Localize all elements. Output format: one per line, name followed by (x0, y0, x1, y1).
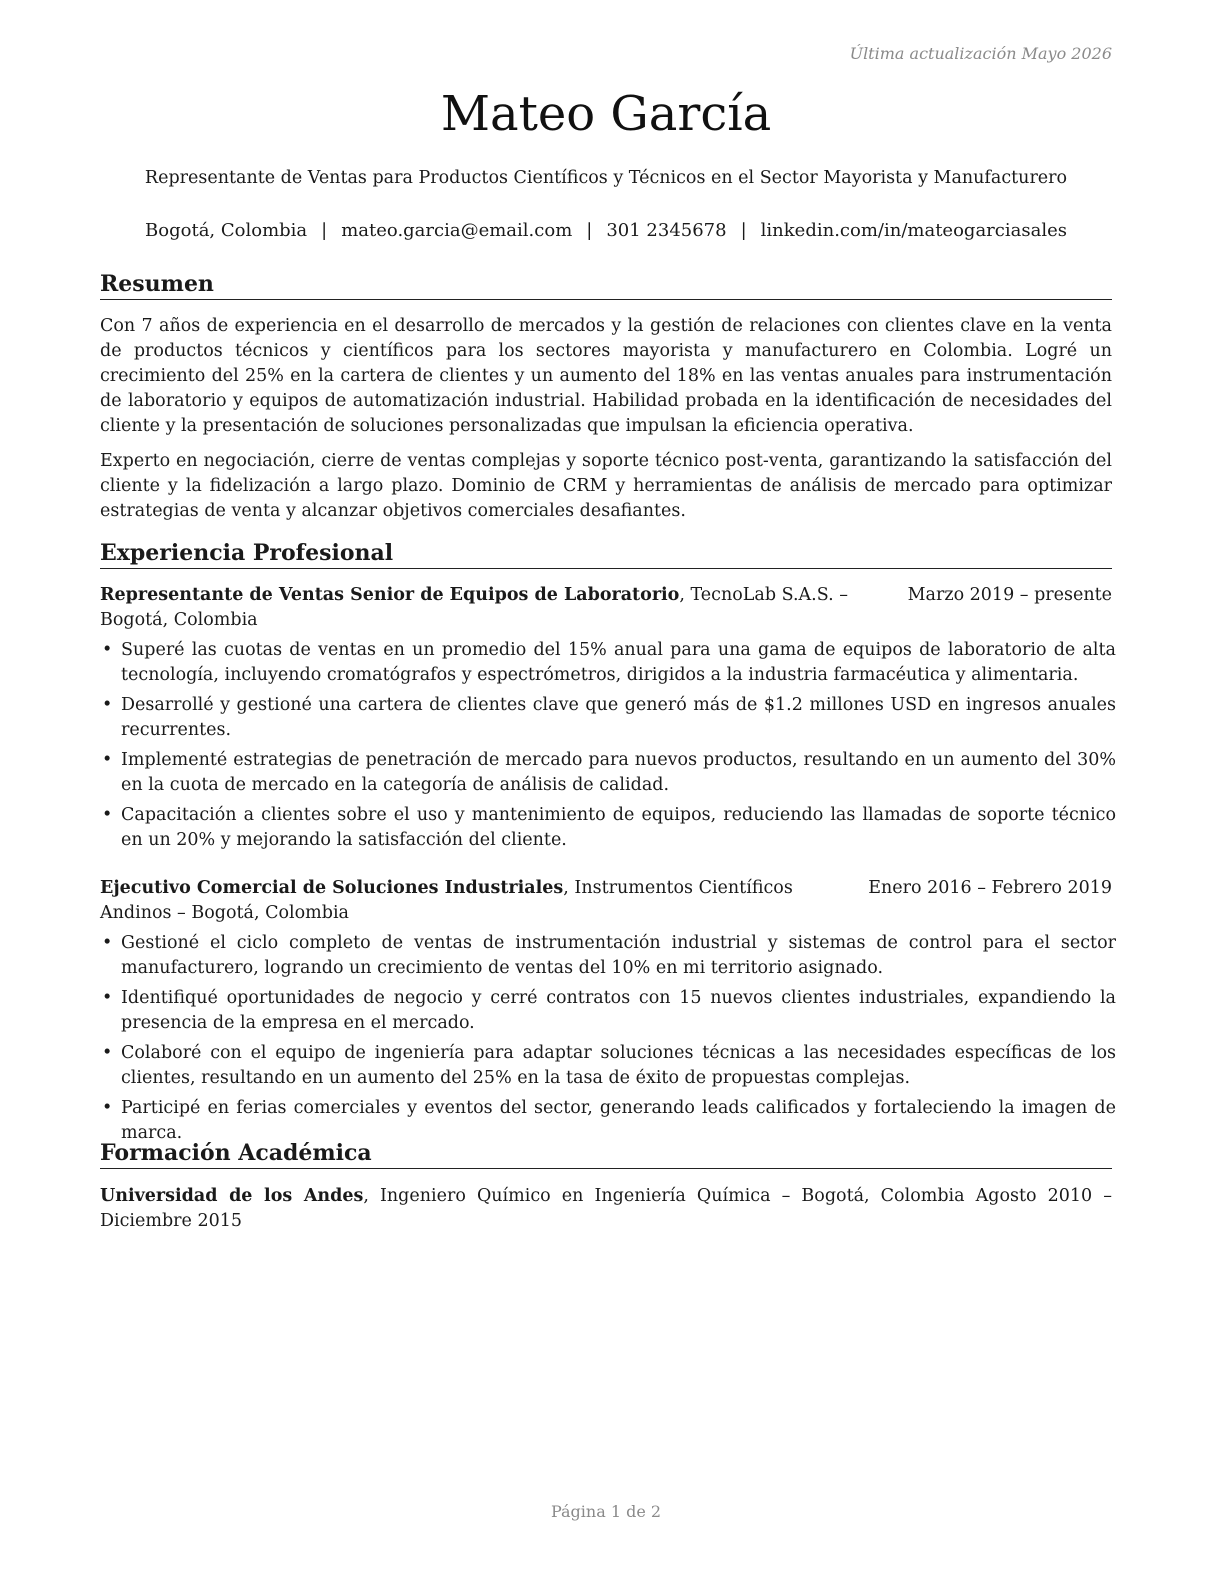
bullet-text: Colaboré con el equipo de ingeniería para adaptar soluciones técnicas a las necesidades específicas de los clientes, resultando en un aumento del 25% en la tasa de éxito de propuestas complejas. (121, 1043, 1116, 1088)
education-school: Universidad de los Andes (100, 1186, 364, 1206)
bullet-icon: • (102, 933, 113, 953)
contact-email[interactable]: mateo.garcia@email.com (341, 220, 573, 241)
bullet-text: Capacitación a clientes sobre el uso y mantenimiento de equipos, reduciendo las llamadas de soporte técnico en un 20% y mejorando la satisfacción del cliente. (121, 805, 1116, 850)
contact-separator: | (321, 220, 328, 241)
page-number: Página 1 de 2 (550, 1502, 662, 1521)
bullet-icon: • (102, 640, 113, 660)
list-item (100, 638, 1116, 688)
bullet-icon: • (102, 1043, 113, 1063)
bullet-text: Superé las cuotas de ventas en un promedio del 15% anual para una gama de equipos de laboratorio de alta tecnología, incluyendo cromatógrafos y espectrómetros, dirigidos a la industria farmacéutica y alimentaria. (121, 640, 1116, 685)
job-bullets (100, 638, 1116, 858)
section-heading-summary: Resumen (100, 270, 1112, 300)
job-header (100, 876, 1112, 926)
bullet-text: Gestioné el ciclo completo de ventas de instrumentación industrial y sistemas de control para el sector manufacturero, logrando un crecimiento de ventas del 10% en mi territorio asignado. (121, 933, 1116, 978)
candidate-headline: Representante de Ventas para Productos Científicos y Técnicos en el Sector Mayorista y Manufacturero (144, 168, 1068, 188)
list-item (100, 748, 1116, 798)
contact-separator: | (586, 220, 593, 241)
section-heading-education: Formación Académica (100, 1139, 1112, 1169)
last-updated: Última actualización Mayo 2026 (849, 44, 1112, 63)
list-item (100, 986, 1116, 1036)
contact-linkedin[interactable]: linkedin.com/in/mateogarciasales (760, 220, 1067, 241)
contact-separator: | (740, 220, 747, 241)
contact-line (100, 220, 1112, 241)
candidate-name: Mateo García (440, 86, 772, 142)
job-dates: Enero 2016 – Febrero 2019 (868, 878, 1112, 898)
job-company: , TecnoLab S.A.S. – Bogotá, Colombia (100, 585, 848, 630)
contact-phone: 301 2345678 (606, 220, 727, 241)
list-item (100, 1041, 1116, 1091)
job-header (100, 583, 1112, 633)
education-detail: , Ingeniero Químico en Ingeniería Química – Bogotá, Colombia (363, 1186, 965, 1206)
bullet-icon: • (102, 1098, 113, 1118)
job-title: Ejecutivo Comercial de Soluciones Industriales (100, 878, 564, 898)
bullet-text: Participé en ferias comerciales y eventos del sector, generando leads calificados y fortaleciendo la imagen de marca. (121, 1098, 1116, 1143)
job-bullets (100, 931, 1116, 1151)
job-title: Representante de Ventas Senior de Equipos de Laboratorio (100, 585, 680, 605)
job-company: , Instrumentos Científicos Andinos – Bogotá, Colombia (100, 878, 793, 923)
bullet-icon: • (102, 988, 113, 1008)
summary-paragraph: Con 7 años de experiencia en el desarrollo de mercados y la gestión de relaciones con clientes clave en la venta de productos técnicos y científicos para los sectores mayorista y manufacturero en Colombia. Logré un crecimiento del 25% en la cartera de clientes y un aumento del 18% en las ventas anuales para instrumentación de laboratorio y equipos de automatización industrial. Habilidad probada en la identificación de necesidades del cliente y la presentación de soluciones personalizadas que impulsan la eficiencia operativa. (100, 316, 1112, 436)
resume-page (100, 0, 1116, 1584)
list-item (100, 803, 1116, 853)
bullet-text: Identifiqué oportunidades de negocio y cerré contratos con 15 nuevos clientes industriales, expandiendo la presencia de la empresa en el mercado. (121, 988, 1116, 1033)
bullet-icon: • (102, 750, 113, 770)
contact-location: Bogotá, Colombia (145, 220, 308, 241)
bullet-text: Desarrollé y gestioné una cartera de clientes clave que generó más de $1.2 millones USD en ingresos anuales recurrentes. (121, 695, 1116, 740)
bullet-icon: • (102, 805, 113, 825)
education-entry (100, 1184, 1112, 1234)
job-dates: Marzo 2019 – presente (907, 585, 1112, 605)
bullet-icon: • (102, 695, 113, 715)
summary-paragraph: Experto en negociación, cierre de ventas complejas y soporte técnico post-venta, garantizando la satisfacción del cliente y la fidelización a largo plazo. Dominio de CRM y herramientas de análisis de mercado para optimizar estrategias de venta y alcanzar objetivos comerciales desafiantes. (100, 451, 1112, 521)
education-dates: Agosto 2010 – Diciembre 2015 (100, 1186, 1112, 1231)
list-item (100, 693, 1116, 743)
list-item (100, 931, 1116, 981)
bullet-text: Implementé estrategias de penetración de mercado para nuevos productos, resultando en un aumento del 30% en la cuota de mercado en la categoría de análisis de calidad. (121, 750, 1116, 795)
section-heading-experience: Experiencia Profesional (100, 539, 1112, 569)
